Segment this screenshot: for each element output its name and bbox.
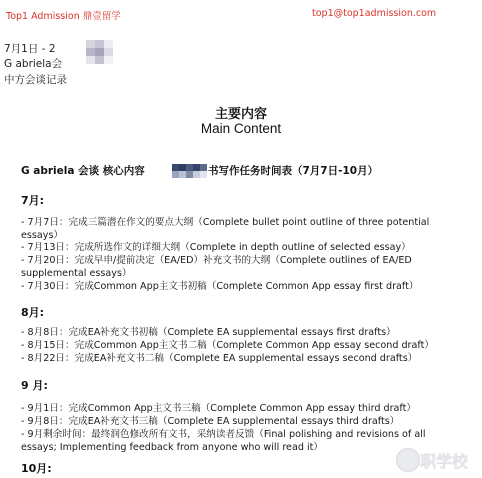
meeting-record-label: 中方会谈记录 — [4, 74, 67, 86]
watermark-logo-icon — [396, 448, 420, 472]
list-item: - 7月20日：完成早申/提前决定（EA/ED）补充文书的大纲（Complete outlines of EA/ED supplemental essays） — [21, 255, 412, 279]
list-item: - 9月8日：完成EA补充文书三稿（Complete EA supplemental essays third drafts） — [21, 416, 400, 427]
list-item: - 7月30日：完成Common App主文书初稿（Complete Common App essay first draft） — [21, 281, 419, 292]
student-name: G abriela会 — [4, 58, 63, 70]
meeting-date: 7月1日 - 2 — [4, 43, 56, 55]
watermark-text: 职学校 — [420, 452, 469, 471]
header-brand: Top1 Admission 鼎壹留学 — [6, 11, 121, 22]
month-heading-july: 7月: — [21, 194, 45, 207]
list-item: - 8月22日：完成EA补充文书二稿（Complete EA supplemental essays second drafts） — [21, 353, 418, 364]
watermark — [396, 446, 476, 474]
list-item: - 9月剩余时间：最终润色修改所有文书，采纳读者反馈（Final polishing and revisions of all essays; Implementing feedback from anyone who will read it） — [21, 429, 426, 453]
month-heading-september: 9 月: — [21, 379, 48, 392]
section-title-end: 书写作任务时间表（7月7日-10月） — [208, 165, 379, 177]
page-title-english: Main Content — [200, 121, 282, 136]
list-item: - 8月15日：完成Common App主文书二稿（Complete Common App essay second draft） — [21, 340, 434, 351]
list-item: - 7月13日：完成所选作文的详细大纲（Complete in depth outline of selected essay） — [21, 242, 411, 253]
list-item: - 9月1日：完成Common App主文书三稿（Complete Common App essay third draft） — [21, 403, 416, 414]
month-heading-october: 10月: — [21, 462, 52, 475]
page-title-chinese: 主要内容 — [214, 107, 267, 122]
redaction-mosaic — [86, 40, 113, 64]
month-heading-august: 8月: — [21, 306, 45, 319]
section-redaction-mosaic — [172, 164, 207, 178]
list-item: - 7月7日：完成三篇潜在作文的要点大纲（Complete bullet point outline of three potential essays） — [21, 217, 430, 241]
header-email[interactable]: top1@top1admission.com — [312, 8, 437, 19]
section-title-start: G abriela 会谈 核心内容 — [21, 165, 145, 177]
list-item: - 8月8日：完成EA补充文书初稿（Complete EA supplemental essays first drafts） — [21, 327, 396, 338]
